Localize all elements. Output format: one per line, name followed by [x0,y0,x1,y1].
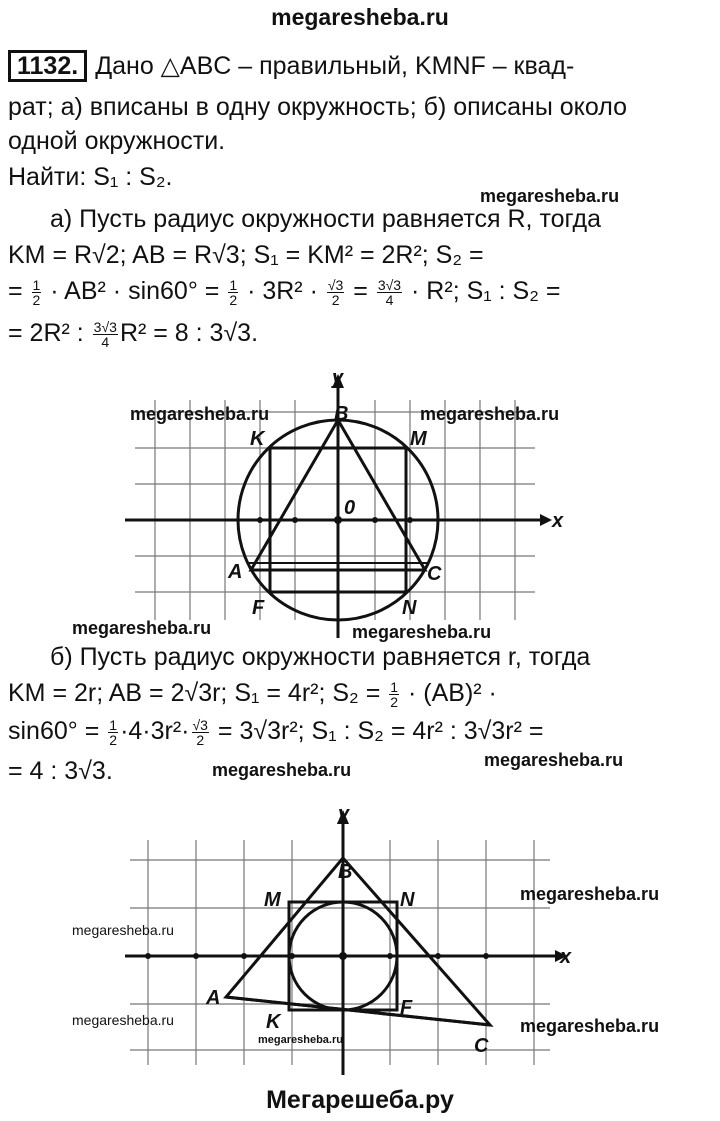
watermark: megaresheba.ru [72,1012,174,1028]
fraction-half: $\frac{1}{2}$ [390,678,399,710]
fraction-sqrt3-2: $\frac{√3}{2}$ [192,716,208,748]
footer-brand: Мегарешеба.ру [266,1086,454,1114]
fraction-half: $\frac{1}{2}$ [32,276,41,308]
watermark: megaresheba.ru [258,1034,343,1046]
fig-b-label-f: F [400,997,413,1019]
fraction-3sqrt3-4: $\frac{3√3}{4}$ [93,318,117,350]
fig-b-label-x: x [560,946,572,968]
sol-a-line-3 [8,276,560,307]
fig-a-label-f: F [252,597,265,619]
fig-a-label-k: K [250,428,265,450]
sol-b-3c: = 3√3r²; S₁ : S₂ = 4r² : 3√3r² = [210,717,544,745]
sol-a-line-4 [8,318,258,349]
sol-a-line-2: KM = R√2; AB = R√3; S₁ = KM² = 2R²; S₂ = [8,241,484,269]
fig-a-label-m: M [410,428,427,450]
problem-text-1: Дано △ABC – правильный, KMNF – квад- [95,52,575,80]
fig-a-label-b: B [334,403,349,425]
fig-a-label-o: 0 [344,497,356,519]
sol-b-line-4: = 4 : 3√3. [8,757,113,785]
watermark: megaresheba.ru [72,618,212,638]
sol-a-4a: = 2R² : [8,319,91,347]
figure-a [0,360,720,650]
fig-a-label-c: C [427,563,442,585]
sol-a-3e: · R²; S₁ : S₂ = [404,277,561,305]
fig-a-label-x: x [552,510,564,532]
watermark: megaresheba.ru [484,750,624,770]
problem-line-1 [8,50,574,82]
watermark: megaresheba.ru [212,760,352,780]
fraction-half: $\frac{1}{2}$ [109,716,118,748]
fig-a-label-n: N [402,597,417,619]
sol-b-line-2 [8,678,497,709]
watermark: megaresheba.ru [520,884,660,904]
sol-b-3b: ·4·3r²· [120,717,190,745]
fig-b-label-n: N [400,889,415,911]
fraction-sqrt3-2: $\frac{√3}{2}$ [327,276,344,308]
fig-b-label-m: M [264,889,281,911]
watermark: megaresheba.ru [520,1016,660,1036]
problem-number: 1132. [8,50,87,82]
sol-b-line-1: б) Пусть радиус окружности равняется r, тогда [50,643,591,671]
sol-a-3a: = [8,277,30,305]
problem-line-4: Найти: S₁ : S₂. [8,163,173,191]
fig-b-label-k: K [266,1011,281,1033]
fig-b-label-b: B [338,861,353,883]
sol-b-3a: sin60° = [8,717,107,745]
fig-b-label-c: C [474,1035,489,1057]
fraction-3sqrt3-4: $\frac{3√3}{4}$ [377,276,402,308]
watermark: megaresheba.ru [352,622,492,642]
sol-b-2a: KM = 2r; AB = 2√3r; S₁ = 4r²; S₂ = [8,679,388,707]
fig-a-label-y: y [332,367,344,389]
fig-a-label-a: A [228,561,243,583]
sol-a-4b: R² = 8 : 3√3. [119,319,259,347]
problem-line-2: рат; а) вписаны в одну окружность; б) описаны около [8,93,628,121]
sol-a-3d: = [346,277,375,305]
sol-b-2b: · (AB)² · [401,679,497,707]
watermark: megaresheba.ru [480,186,620,206]
top-watermark: megaresheba.ru [271,4,449,30]
fraction-half: $\frac{1}{2}$ [229,276,238,308]
sol-a-3c: · 3R² · [240,277,325,305]
fig-b-label-y: y [338,803,350,825]
sol-a-line-1: а) Пусть радиус окружности равняется R, тогда [50,205,602,233]
sol-a-3b: · AB² · sin60° = [43,277,227,305]
watermark: megaresheba.ru [130,404,270,424]
problem-line-3: одной окружности. [8,127,226,155]
figure-b [0,800,720,1080]
watermark: megaresheba.ru [420,404,560,424]
sol-b-line-3 [8,716,543,747]
watermark: megaresheba.ru [72,922,174,938]
fig-b-label-a: A [206,987,221,1009]
